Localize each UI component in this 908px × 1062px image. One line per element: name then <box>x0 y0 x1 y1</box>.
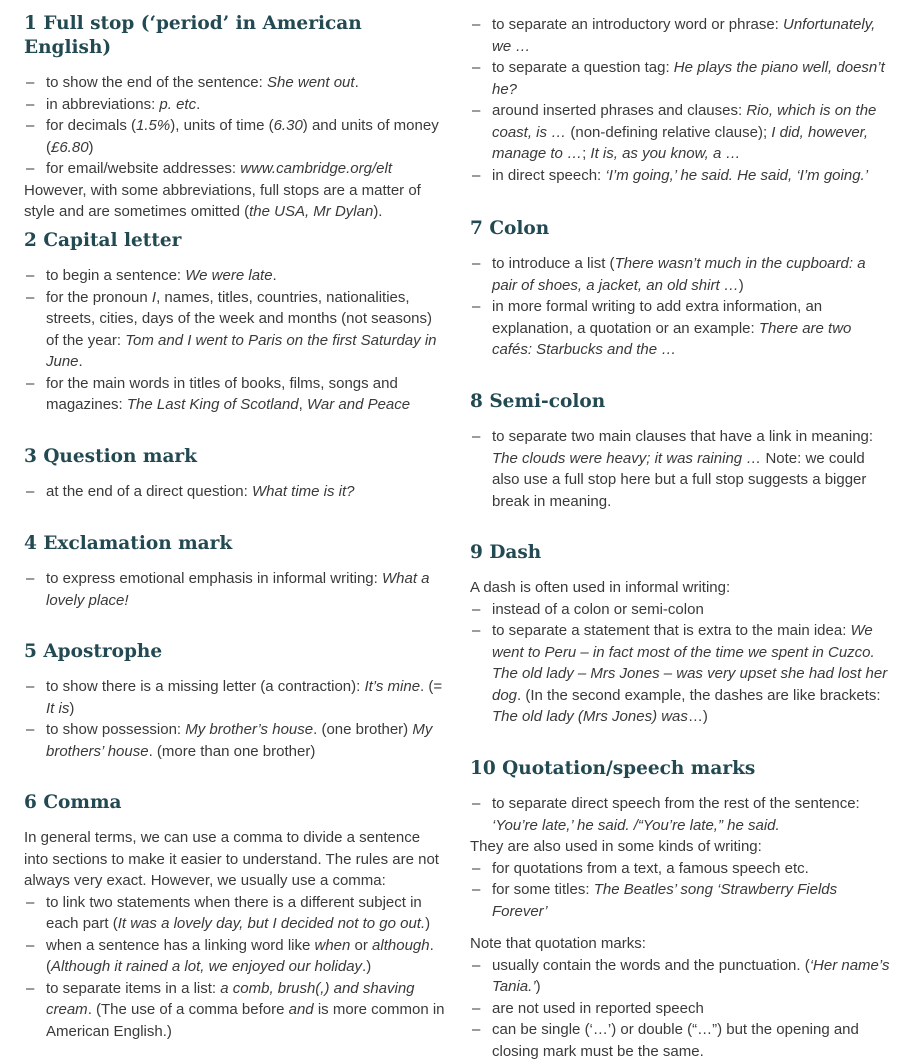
list-item: – for quotations from a text, a famous speech etc. <box>470 858 890 880</box>
paragraph: Note that quotation marks: <box>470 933 890 955</box>
list-item: – in more formal writing to add extra information, an explanation, a quotation or an example: There are two cafés: Starbucks and the … <box>470 296 890 361</box>
section-title: 9 Dash <box>470 541 890 565</box>
list-item: – in abbreviations: p. etc. <box>24 94 448 116</box>
list-item: – to express emotional emphasis in informal writing: What a lovely place! <box>24 568 448 611</box>
section-comma-continued <box>470 14 890 186</box>
list-item: – at the end of a direct question: What time is it? <box>24 481 448 503</box>
bullet-list <box>24 481 448 503</box>
section-title: 6 Comma <box>24 791 448 815</box>
list-item: – to separate items in a list: a comb, brush(,) and shaving cream. (The use of a comma before and is more common in American English.) <box>24 978 448 1043</box>
bullet-list <box>24 265 448 416</box>
section-semi-colon <box>470 390 890 512</box>
list-item: – for some titles: The Beatles’ song ‘Strawberry Fields Forever’ <box>470 879 890 922</box>
section-exclamation-mark <box>24 532 448 611</box>
list-item: – usually contain the words and the punctuation. (‘Her name’s Tania.’) <box>470 955 890 998</box>
list-item: – to separate two main clauses that have a link in meaning: The clouds were heavy; it was raining … Note: we could also use a full stop here but a full stop suggests a bigger break in meaning. <box>470 426 890 512</box>
list-item: – to show there is a missing letter (a contraction): It’s mine. (= It is) <box>24 676 448 719</box>
list-item: – when a sentence has a linking word like when or although. (Although it rained a lot, we enjoyed our holiday.) <box>24 935 448 978</box>
bullet-list <box>24 892 448 1043</box>
bullet-list <box>24 72 448 180</box>
section-quotation-marks <box>470 757 890 1062</box>
bullet-list <box>470 955 890 1062</box>
list-item: – for decimals (1.5%), units of time (6.30) and units of money (£6.80) <box>24 115 448 158</box>
section-capital-letter <box>24 229 448 416</box>
bullet-list <box>470 253 890 361</box>
list-item: – can be single (‘…’) or double (“…”) but the opening and closing mark must be the same. <box>470 1019 890 1062</box>
section-title: 1 Full stop (‘period’ in American English) <box>24 12 448 60</box>
section-title: 2 Capital letter <box>24 229 448 253</box>
list-item: – to separate direct speech from the rest of the sentence: ‘You’re late,’ he said. /“You’re late,” he said. <box>470 793 890 836</box>
bullet-list <box>470 426 890 512</box>
section-title: 8 Semi-colon <box>470 390 890 414</box>
bullet-list <box>470 858 890 923</box>
bullet-list <box>470 14 890 186</box>
section-question-mark <box>24 445 448 503</box>
bullet-list <box>24 568 448 611</box>
paragraph: A dash is often used in informal writing: <box>470 577 890 599</box>
bullet-list <box>470 599 890 728</box>
section-colon <box>470 217 890 361</box>
list-item: – in direct speech: ‘I’m going,’ he said. He said, ‘I’m going.’ <box>470 165 890 187</box>
paragraph: They are also used in some kinds of writing: <box>470 836 890 858</box>
list-item: – around inserted phrases and clauses: Rio, which is on the coast, is … (non-defining relative clause); I did, however, manage to …; It is, as you know, a … <box>470 100 890 165</box>
section-comma <box>24 791 448 1042</box>
list-item: – instead of a colon or semi-colon <box>470 599 890 621</box>
section-title: 4 Exclamation mark <box>24 532 448 556</box>
section-apostrophe <box>24 640 448 762</box>
bullet-list <box>24 676 448 762</box>
section-title: 3 Question mark <box>24 445 448 469</box>
section-dash <box>470 541 890 728</box>
list-item: – to show possession: My brother’s house. (one brother) My brothers’ house. (more than one brother) <box>24 719 448 762</box>
list-item: – to show the end of the sentence: She went out. <box>24 72 448 94</box>
list-item: – to separate a statement that is extra to the main idea: We went to Peru – in fact most of the time we spent in Cuzco. The old lady – Mrs Jones – was very upset she had lost her dog. (In the second example, the dashes are like brackets: The old lady (Mrs Jones) was…) <box>470 620 890 728</box>
list-item: – to separate an introductory word or phrase: Unfortunately, we … <box>470 14 890 57</box>
list-item: – for email/website addresses: www.cambridge.org/elt <box>24 158 448 180</box>
paragraph: However, with some abbreviations, full stops are a matter of style and are sometimes omitted (the USA, Mr Dylan). <box>24 180 448 223</box>
section-full-stop <box>24 12 448 223</box>
spacer <box>470 922 890 933</box>
list-item: – to introduce a list (There wasn’t much in the cupboard: a pair of shoes, a jacket, an old shirt …) <box>470 253 890 296</box>
section-title: 5 Apostrophe <box>24 640 448 664</box>
list-item: – are not used in reported speech <box>470 998 890 1020</box>
list-item: – to begin a sentence: We were late. <box>24 265 448 287</box>
paragraph: In general terms, we can use a comma to divide a sentence into sections to make it easier to understand. The rules are not always very exact. However, we usually use a comma: <box>24 827 448 892</box>
section-title: 10 Quotation/speech marks <box>470 757 890 781</box>
bullet-list <box>470 793 890 836</box>
list-item: – to link two statements when there is a different subject in each part (It was a lovely day, but I decided not to go out.) <box>24 892 448 935</box>
list-item: – for the pronoun I, names, titles, countries, nationalities, streets, cities, days of the week and months (not seasons) of the year: Tom and I went to Paris on the first Saturday in June. <box>24 287 448 373</box>
section-title: 7 Colon <box>470 217 890 241</box>
list-item: – to separate a question tag: He plays the piano well, doesn’t he? <box>470 57 890 100</box>
list-item: – for the main words in titles of books, films, songs and magazines: The Last King of Scotland, War and Peace <box>24 373 448 416</box>
